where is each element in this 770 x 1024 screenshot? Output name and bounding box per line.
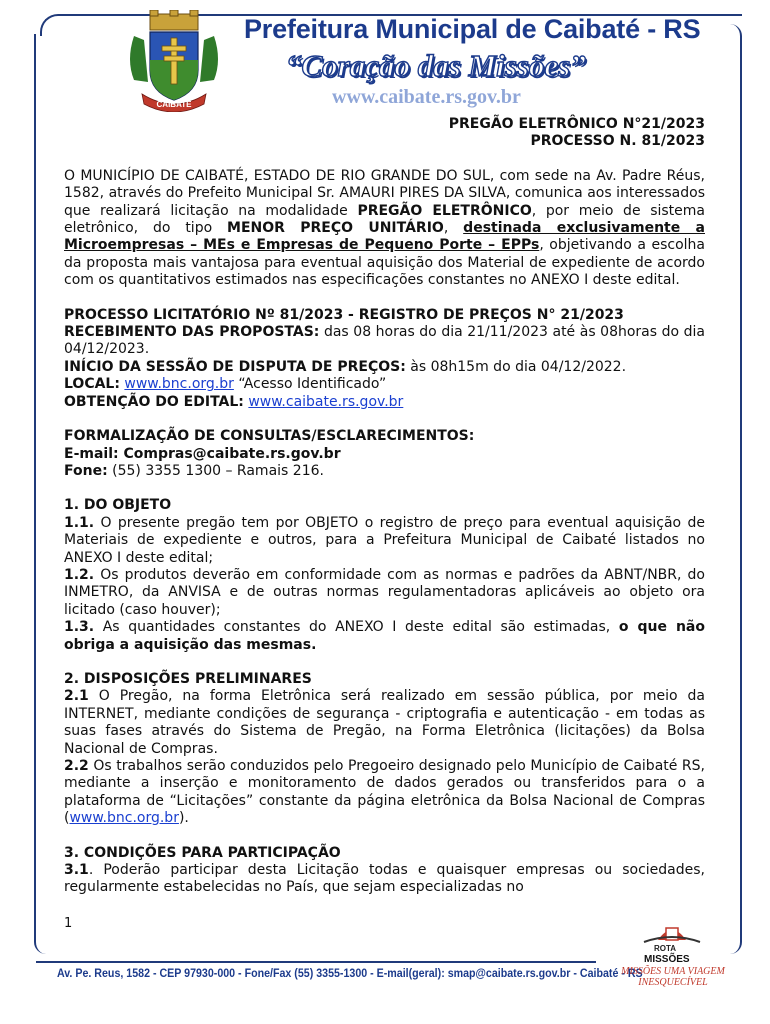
rota-label: ROTA bbox=[654, 944, 677, 953]
clause-1-1: 1.1. O presente pregão tem por OBJETO o registro de preço para eventual aquisição de Materiais de expediente e outros, para a Prefeitura Municipal de Caibaté listados no ANEXO I deste edital; bbox=[64, 514, 705, 566]
page-border-right bbox=[730, 24, 742, 954]
caibate-site-link[interactable]: www.caibate.rs.gov.br bbox=[248, 393, 404, 410]
crest-ribbon-text: CAIBATÉ bbox=[156, 100, 192, 109]
clause-1-2: 1.2. Os produtos deverão em conformidade com as normas e padrões da ABNT/NBR, do INMETRO, da ANVISA e de outras normas regulamentadoras aplicáveis ao objeto ora licitado (caso houver); bbox=[64, 566, 705, 618]
footer-address: Av. Pe. Reus, 1582 - CEP 97930-000 - Fone/Fax (55) 3355-1300 - E-mail(geral): smap@caibate.rs.gov.br - Caibaté - RS bbox=[57, 966, 643, 980]
intro-paragraph: O MUNICÍPIO DE CAIBATÉ, ESTADO DE RIO GRANDE DO SUL, com sede na Av. Padre Réus, 1582, através do Prefeito Municipal Sr. AMAURI PIRES DA SILVA, comunica aos interessados que realizará licitação na modalidade PREGÃO ELETRÔNICO, por meio de sistema eletrônico, do tipo MENOR PREÇO UNITÁRIO, destinada exclusivamente a Microempresas – MEs e Empresas de Pequeno Porte – EPPs, objetivando a escolha da proposta mais vantajosa para eventual aquisição dos Material de expediente de acordo com os quantitativos estimados nas especificações constantes no ANEXO I deste edital. bbox=[64, 167, 706, 289]
page-border-bottom bbox=[36, 953, 596, 963]
page-number: 1 bbox=[64, 916, 73, 931]
header-slogan: “Coração das Missões” bbox=[286, 48, 586, 83]
municipal-crest-logo bbox=[120, 10, 228, 112]
document-body bbox=[64, 116, 705, 897]
crest-left-branch bbox=[130, 36, 148, 82]
email-line: E-mail: Compras@caibate.rs.gov.br bbox=[64, 445, 341, 462]
inicio-sessao: INÍCIO DA SESSÃO DE DISPUTA DE PREÇOS: às 08h15m do dia 04/12/2022. bbox=[64, 358, 627, 375]
clause-2-1: 2.1 O Pregão, na forma Eletrônica será realizado em sessão pública, por meio da INTERNET, mediante condições de segurança - criptografia e autenticação - em todas as suas fases através do Sistema de Pregão, na Forma Eletrônica (licitações) da Bolsa Nacional de Compras. bbox=[64, 688, 705, 757]
rota-missoes-logo bbox=[640, 918, 704, 966]
header-website[interactable]: www.caibate.rs.gov.br bbox=[332, 86, 521, 108]
obtencao-edital: OBTENÇÃO DO EDITAL: www.caibate.rs.gov.br bbox=[64, 393, 404, 410]
section-2-title: 2. DISPOSIÇÕES PRELIMINARES bbox=[64, 670, 312, 687]
page-border-left bbox=[34, 34, 46, 954]
processo-licitatorio: PROCESSO LICITATÓRIO Nº 81/2023 - REGISTRO DE PREÇOS N° 21/2023 bbox=[64, 306, 624, 323]
section-3-title: 3. CONDIÇÕES PARA PARTICIPAÇÃO bbox=[64, 844, 341, 861]
clause-3-1: 3.1. Poderão participar desta Licitação todas e quaisquer empresas ou sociedades, regularmente estabelecidas no País, que sejam especializadas no bbox=[64, 862, 705, 896]
pregao-number: PREGÃO ELETRÔNICO N°21/2023 bbox=[448, 116, 705, 132]
clause-1-3: 1.3. As quantidades constantes do ANEXO I deste edital são estimadas, o que não obriga a aquisição das mesmas. bbox=[64, 619, 705, 653]
exclusive-clause: destinada exclusivamente a Microempresas – MEs e Empresas de Pequeno Porte – EPPs bbox=[64, 220, 705, 254]
bnc-link[interactable]: www.bnc.org.br bbox=[124, 376, 234, 393]
bnc-link-2[interactable]: www.bnc.org.br bbox=[69, 810, 179, 827]
formalizacao-heading: FORMALIZAÇÃO DE CONSULTAS/ESCLARECIMENTOS: bbox=[64, 428, 475, 445]
section-1-title: 1. DO OBJETO bbox=[64, 497, 172, 514]
crest-right-branch bbox=[200, 36, 218, 82]
header-title: Prefeitura Municipal de Caibaté - RS bbox=[244, 14, 701, 44]
clause-2-2: 2.2 Os trabalhos serão conduzidos pelo Pregoeiro designado pelo Município de Caibaté RS, mediante a inserção e monitoramento de dados gerados ou transferidos para o a plataforma de “Licitações” constante da página eletrônica da Bolsa Nacional de Compras (www.bnc.org.br). bbox=[64, 758, 705, 827]
local-line: LOCAL: www.bnc.org.br “Acesso Identificado” bbox=[64, 376, 387, 393]
footer-tagline: MISSÕES UMA VIAGEM INESQUECÍVEL bbox=[621, 966, 725, 988]
fone-line: Fone: (55) 3355 1300 – Ramais 216. bbox=[64, 462, 324, 479]
processo-number: PROCESSO N. 81/2023 bbox=[530, 133, 705, 150]
recebimento-propostas: RECEBIMENTO DAS PROPOSTAS: das 08 horas do dia 21/11/2023 até às 08horas do dia 04/12/2023. bbox=[64, 324, 705, 358]
crest-crown bbox=[150, 10, 198, 30]
missoes-label: MISSÕES bbox=[644, 954, 690, 965]
